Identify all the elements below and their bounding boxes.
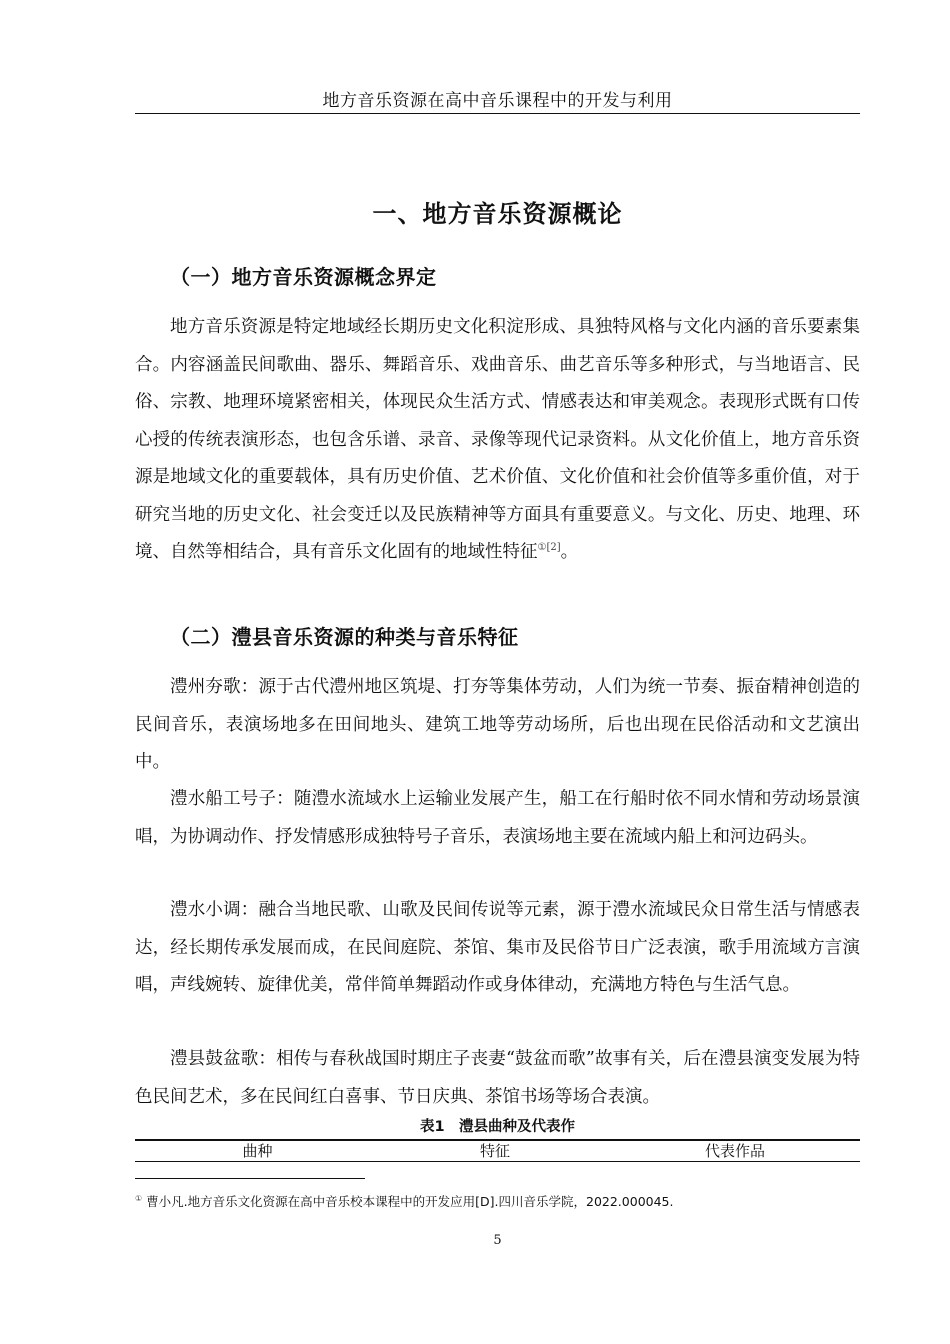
page-number: 5 bbox=[493, 1233, 502, 1248]
footnote bbox=[135, 1190, 860, 1211]
running-header: 地方音乐资源在高中音乐课程中的开发与利用 bbox=[322, 91, 673, 111]
paragraph-hangge: 澧州夯歌：源于古代澧州地区筑堤、打夯等集体劳动，人们为统一节奏、振奋精神创造的民间音乐，表演场地多在田间地头、建筑工地等劳动场所，后也出现在民俗活动和文艺演出中。 bbox=[135, 677, 860, 772]
paragraph-concept-definition bbox=[135, 309, 860, 572]
table-header-rule bbox=[135, 1161, 860, 1162]
paragraph-text: 地方音乐资源是特定地域经长期历史文化积淀形成、具独特风格与文化内涵的音乐要素集合。内容涵盖民间歌曲、器乐、舞蹈音乐、戏曲音乐、曲艺音乐等多种形式，与当地语言、民俗、宗教、地理环境紧密相关，体现民众生活方式、情感表达和审美观念。表现形式既有口传心授的传统表演形态，也包含乐谱、录音、录像等现代记录资料。从文化价值上，地方音乐资源是地域文化的重要载体，具有历史价值、艺术价值、文化价值和社会价值等多重价值，对于研究当地的历史文化、社会变迁以及民族精神等方面具有重要意义。与文化、历史、地理、环境、自然等相结合，具有音乐文化固有的地域性特征 bbox=[135, 317, 860, 562]
paragraph-chuangong-haozi: 澧水船工号子：随澧水流域水上运输业发展产生，船工在行船时依不同水情和劳动场景演唱，为协调动作、抒发情感形成独特号子音乐，表演场地主要在流域内船上和河边码头。 bbox=[135, 789, 860, 847]
chapter-title: 一、地方音乐资源概论 bbox=[372, 200, 623, 228]
table-header-features: 特征 bbox=[479, 1142, 510, 1160]
table-caption: 表1 澧县曲种及代表作 bbox=[419, 1119, 576, 1135]
header-rule bbox=[135, 113, 860, 114]
paragraph-gupenge: 澧县鼓盆歌：相传与春秋战国时期庄子丧妻“鼓盆而歌”故事有关，后在澧县演变发展为特色民间艺术，多在民间红白喜事、节日庆典、茶馆书场等场合表演。 bbox=[135, 1049, 860, 1107]
table-header-genre: 曲种 bbox=[242, 1142, 273, 1160]
citation-marker[interactable]: ①[2] bbox=[537, 542, 561, 554]
table-header-row bbox=[135, 1141, 860, 1161]
section-title-2: （二）澧县音乐资源的种类与音乐特征 bbox=[170, 625, 519, 649]
footnote-text: 曹小凡.地方音乐文化资源在高中音乐校本课程中的开发应用[D].四川音乐学院，2022.000045. bbox=[146, 1194, 674, 1210]
footnote-separator bbox=[135, 1178, 365, 1179]
table-header-works: 代表作品 bbox=[704, 1142, 765, 1160]
section-title-1: （一）地方音乐资源概念界定 bbox=[170, 265, 437, 289]
paragraph-ending: 。 bbox=[560, 542, 579, 562]
footnote-marker: ① bbox=[135, 1194, 143, 1203]
paragraph-xiaodiao: 澧水小调：融合当地民歌、山歌及民间传说等元素，源于澧水流域民众日常生活与情感表达，经长期传承发展而成，在民间庭院、茶馆、集市及民俗节日广泛表演，歌手用流域方言演唱，声线婉转、旋律优美，常伴简单舞蹈动作或身体律动，充满地方特色与生活气息。 bbox=[135, 900, 860, 995]
